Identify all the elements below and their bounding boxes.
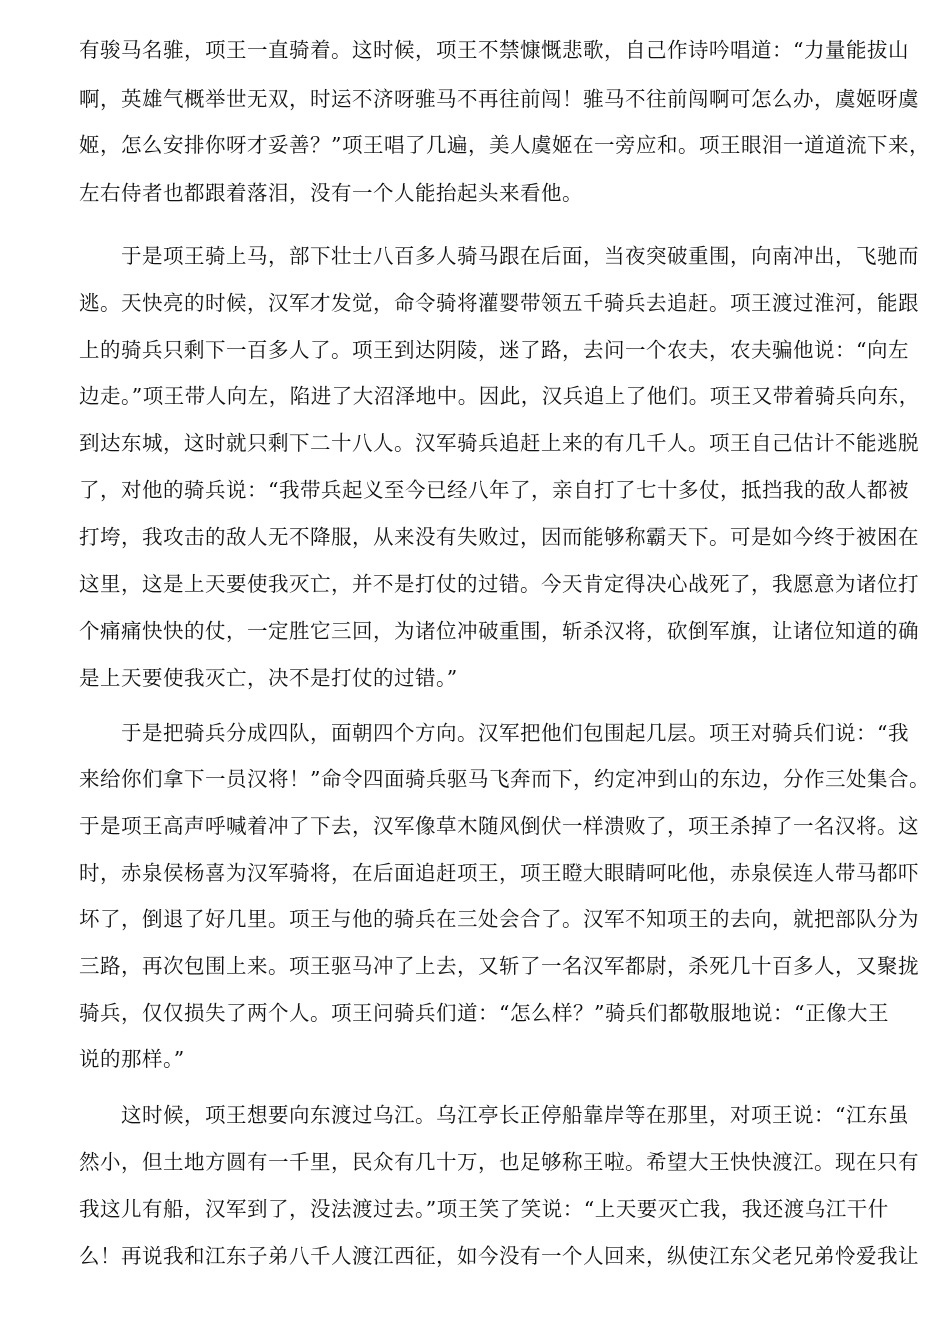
paragraph-first-line: 于是项王骑上马，部下壮士八百多人骑马跟在后面，当夜突破重围，向南冲出，飞驰而	[121, 244, 919, 268]
text-line: 逃。天快亮的时候，汉军才发觉，命令骑将灌婴带领五千骑兵去追赶。项王渡过淮河，能跟	[79, 291, 919, 315]
text-line: 啊，英雄气概举世无双，时运不济呀骓马不再往前闯！骓马不往前闯啊可怎么办，虞姬呀虞	[79, 87, 919, 111]
text-line: 左右侍者也都跟着落泪，没有一个人能抬起头来看他。	[79, 181, 583, 205]
text-line: 时，赤泉侯杨喜为汉军骑将，在后面追赶项王，项王瞪大眼睛呵叱他，赤泉侯连人带马都吓	[79, 861, 919, 885]
text-line: 是上天要使我灭亡，决不是打仗的过错。”	[79, 666, 458, 690]
text-line: 这里，这是上天要使我灭亡，并不是打仗的过错。今天肯定得决心战死了，我愿意为诸位打	[79, 572, 919, 596]
text-line: 上的骑兵只剩下一百多人了。项王到达阴陵，迷了路，去问一个农夫，农夫骗他说：“向左	[79, 338, 909, 362]
text-line: 边走。”项王带人向左，陷进了大沼泽地中。因此，汉兵追上了他们。项王又带着骑兵向东，	[79, 384, 920, 408]
text-line: 个痛痛快快的仗，一定胜它三回，为诸位冲破重围，斩杀汉将，砍倒军旗，让诸位知道的确	[79, 619, 919, 643]
text-line: 么！再说我和江东子弟八千人渡江西征，如今没有一个人回来，纵使江东父老兄弟怜爱我让	[79, 1244, 919, 1268]
paragraph-first-line: 这时候，项王想要向东渡过乌江。乌江亭长正停船靠岸等在那里，对项王说：“江东虽	[121, 1103, 909, 1127]
text-line: 然小，但土地方圆有一千里，民众有几十万，也足够称王啦。希望大王快快渡江。现在只有	[79, 1150, 919, 1174]
text-line: 来给你们拿下一员汉将！”命令四面骑兵驱马飞奔而下，约定冲到山的东边，分作三处集合。	[79, 767, 930, 791]
text-line: 打垮，我攻击的敌人无不降服，从来没有失败过，因而能够称霸天下。可是如今终于被困在	[79, 525, 919, 549]
text-line: 坏了，倒退了好几里。项王与他的骑兵在三处会合了。汉军不知项王的去向，就把部队分为	[79, 907, 919, 931]
text-line: 我这儿有船，汉军到了，没法渡过去。”项王笑了笑说：“上天要灭亡我，我还渡乌江干什	[79, 1197, 889, 1221]
text-line: 于是项王高声呼喊着冲了下去，汉军像草木随风倒伏一样溃败了，项王杀掉了一名汉将。这	[79, 814, 919, 838]
text-line: 了，对他的骑兵说：“我带兵起义至今已经八年了，亲自打了七十多仗，抵挡我的敌人都被	[79, 478, 909, 502]
text-line: 有骏马名骓，项王一直骑着。这时候，项王不禁慷慨悲歌，自己作诗吟唱道：“力量能拔山	[79, 38, 909, 62]
text-line: 说的那样。”	[79, 1047, 185, 1071]
text-line: 姬，怎么安排你呀才妥善？”项王唱了几遍，美人虞姬在一旁应和。项王眼泪一道道流下来，	[79, 133, 930, 157]
text-line: 到达东城，这时就只剩下二十八人。汉军骑兵追赶上来的有几千人。项王自己估计不能逃脱	[79, 431, 919, 455]
paragraph-first-line: 于是把骑兵分成四队，面朝四个方向。汉军把他们包围起几层。项王对骑兵们说：“我	[121, 721, 909, 745]
text-line: 三路，再次包围上来。项王驱马冲了上去，又斩了一名汉军都尉，杀死几十百多人，又聚拢	[79, 954, 919, 978]
text-line: 骑兵，仅仅损失了两个人。项王问骑兵们道：“怎么样？”骑兵们都敬服地说：“正像大王	[79, 1001, 889, 1025]
